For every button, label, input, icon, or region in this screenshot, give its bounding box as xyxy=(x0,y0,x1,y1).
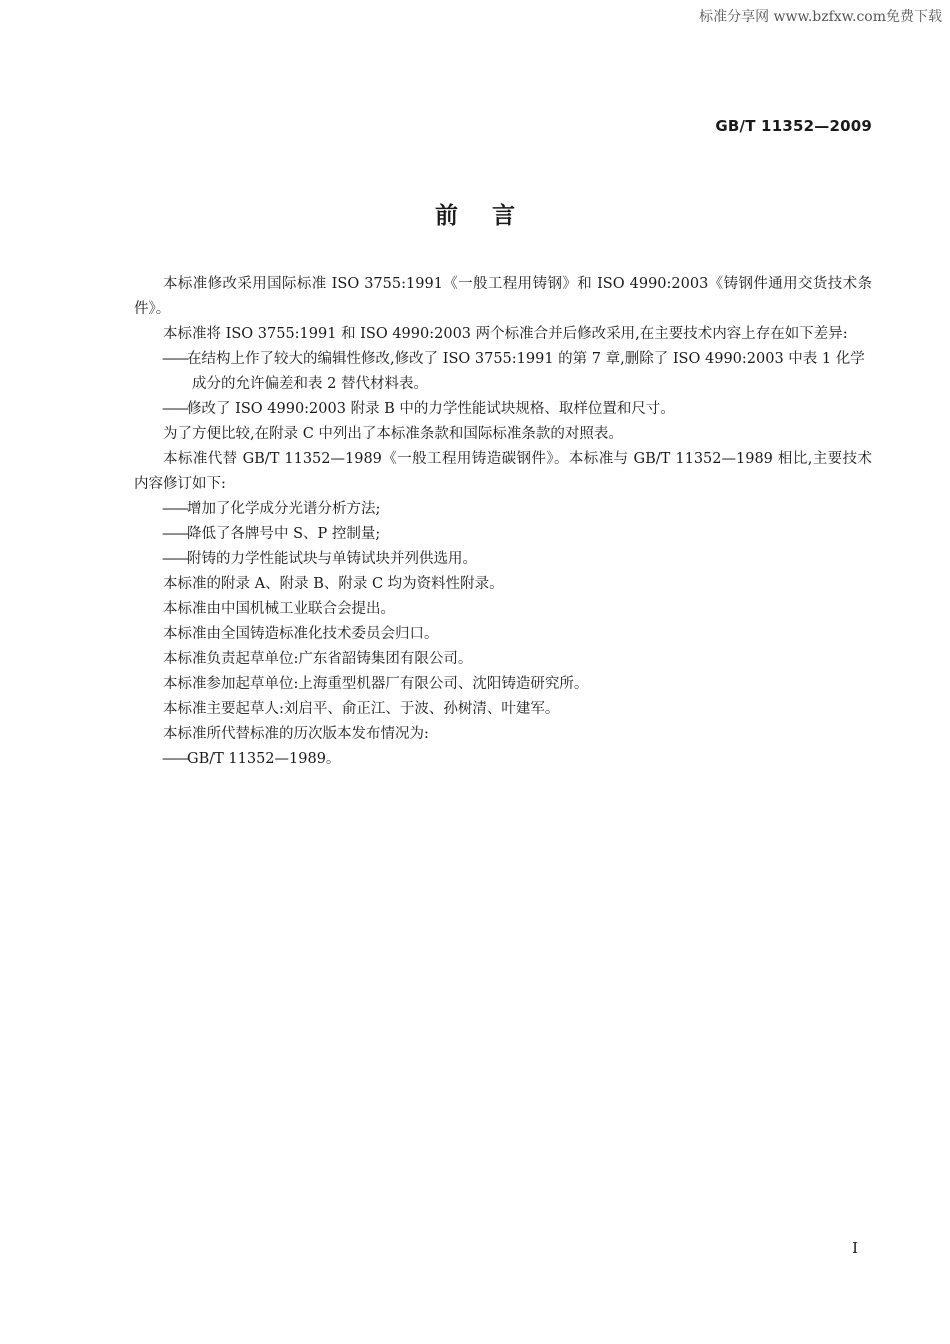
dash-mark: —— xyxy=(162,751,187,767)
dash-mark: —— xyxy=(162,551,187,567)
paragraph-replaces: 本标准代替 GB/T 11352—1989《一般工程用铸造碳钢件》。本标准与 GB/T 11352—1989 相比,主要技术内容修订如下: xyxy=(134,451,872,492)
dash-item-annex-b xyxy=(134,397,872,422)
dash-item-structure xyxy=(134,347,872,397)
watermark: 标准分享网 www.bzfxw.com免费下载 xyxy=(699,9,942,25)
dash-item-text: GB/T 11352—1989。 xyxy=(187,751,341,767)
dash-item-text: 降低了各牌号中 S、P 控制量; xyxy=(187,526,381,542)
paragraph-history: 本标准所代替标准的历次版本发布情况为: xyxy=(163,726,429,742)
foreword-body xyxy=(134,272,872,772)
paragraph-merge: 本标准将 ISO 3755:1991 和 ISO 4990:2003 两个标准合并后修改采用,在主要技术内容上存在如下差异: xyxy=(163,326,848,342)
dash-mark: —— xyxy=(162,501,187,517)
paragraph-drafters: 本标准主要起草人:刘启平、俞正江、于波、孙树清、叶建军。 xyxy=(163,701,560,717)
paragraph-adoption: 本标准修改采用国际标准 ISO 3755:1991《一般工程用铸钢》和 ISO 4990:2003《铸钢件通用交货技术条件》。 xyxy=(134,276,872,317)
paragraph-proposed-by: 本标准由中国机械工业联合会提出。 xyxy=(163,601,395,617)
dash-item-text: 在结构上作了较大的编辑性修改,修改了 ISO 3755:1991 的第 7 章,删除了 ISO 4990:2003 中表 1 化学成分的允许偏差和表 2 替代材料表。 xyxy=(187,351,865,392)
dash-item-text: 增加了化学成分光谱分析方法; xyxy=(187,501,381,517)
page-number: I xyxy=(852,1239,858,1257)
paragraph-centralized-by: 本标准由全国铸造标准化技术委员会归口。 xyxy=(163,626,439,642)
dash-item-spectral xyxy=(134,497,872,522)
dash-item-sp-control xyxy=(134,522,872,547)
paragraph-drafting-unit: 本标准负责起草单位:广东省韶铸集团有限公司。 xyxy=(163,651,473,667)
standard-code: GB/T 11352—2009 xyxy=(715,117,872,135)
paragraph-participating-units: 本标准参加起草单位:上海重型机器厂有限公司、沈阳铸造研究所。 xyxy=(163,676,589,692)
paragraph-annexes: 本标准的附录 A、附录 B、附录 C 均为资料性附录。 xyxy=(163,576,504,592)
page-title: 前言 xyxy=(435,203,549,229)
dash-mark: —— xyxy=(162,351,187,367)
dash-item-test-blocks xyxy=(134,547,872,572)
dash-mark: —— xyxy=(162,526,187,542)
paragraph-annex-c: 为了方便比较,在附录 C 中列出了本标准条款和国际标准条款的对照表。 xyxy=(163,426,623,442)
dash-item-previous-edition xyxy=(134,747,872,772)
dash-mark: —— xyxy=(162,401,187,417)
dash-item-text: 修改了 ISO 4990:2003 附录 B 中的力学性能试块规格、取样位置和尺寸。 xyxy=(187,401,675,417)
dash-item-text: 附铸的力学性能试块与单铸试块并列供选用。 xyxy=(187,551,477,567)
